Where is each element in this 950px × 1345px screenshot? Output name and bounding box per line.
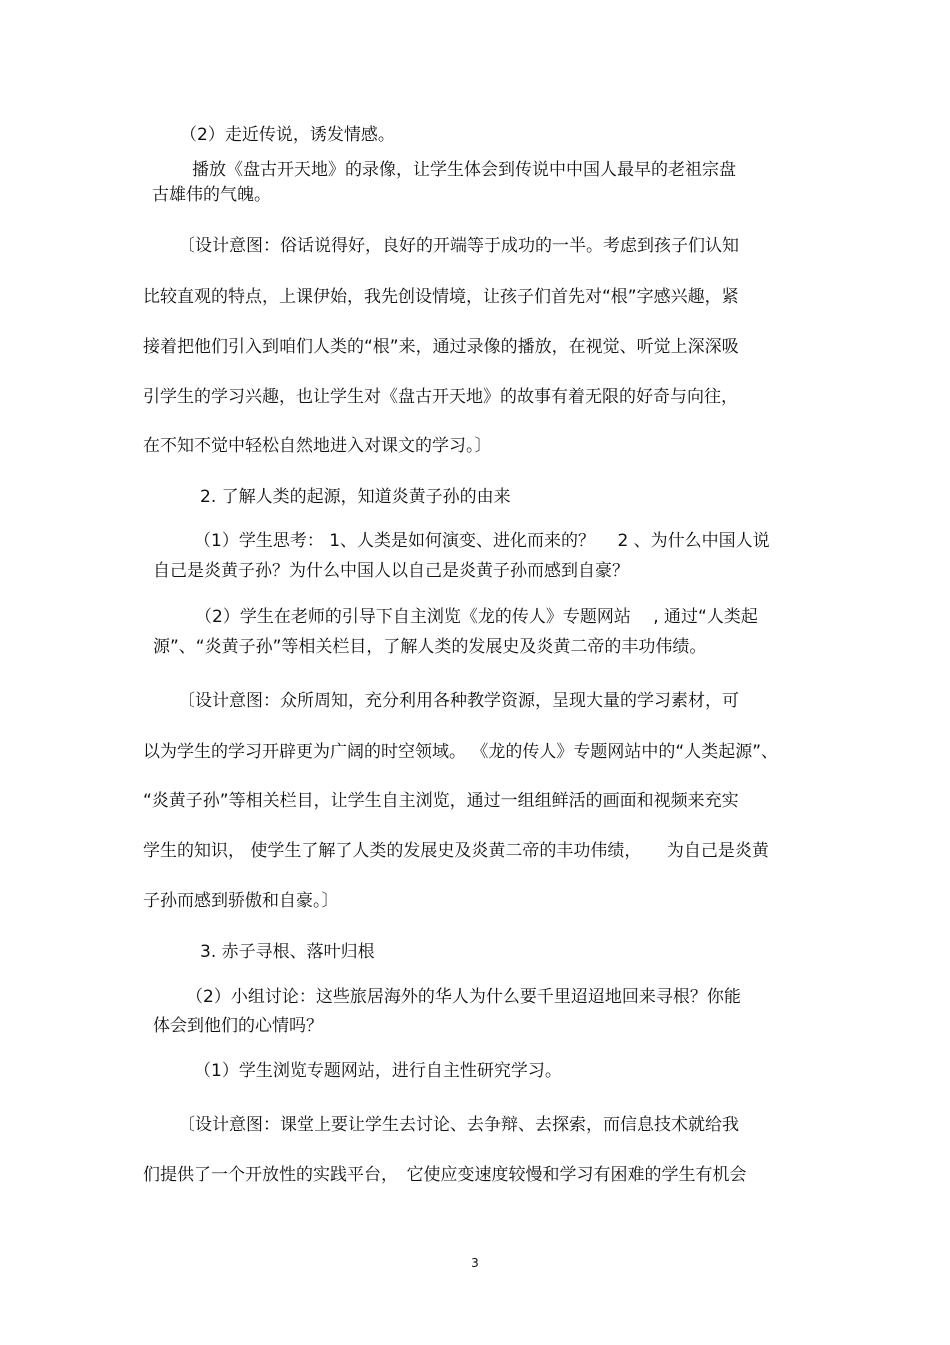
section-heading-2: 2. 了解人类的起源，知道炎黄子孙的由来 <box>200 487 511 507</box>
page-number: 3 <box>471 1256 479 1270</box>
text-line-3: 古雄伟的气魄。 <box>152 185 271 205</box>
text-line-4: 〔设计意图：俗话说得好，良好的开端等于成功的一半。考虑到孩子们认知 <box>178 236 739 256</box>
text-line-11: 自己是炎黄子孙？为什么中国人以自己是炎黄子孙而感到自豪？ <box>153 561 629 581</box>
text-line-23: 〔设计意图：课堂上要让学生去讨论、去争辩、去探索，而信息技术就给我 <box>178 1115 739 1135</box>
text-line-8: 在不知不觉中轻松自然地进入对课文的学习。〕 <box>143 436 492 456</box>
text-line-22: （1）学生浏览专题网站，进行自主性研究学习。 <box>194 1061 562 1081</box>
text-line-21: 体会到他们的心情吗？ <box>153 1016 323 1036</box>
text-line-2: 播放《盘古开天地》的录像，让学生体会到传说中中国人最早的老祖宗盘 <box>192 160 736 180</box>
text-line-14: 〔设计意图：众所周知，充分利用各种教学资源，呈现大量的学习素材，可 <box>178 691 739 711</box>
section-heading-3: 3. 赤子寻根、落叶归根 <box>200 942 375 962</box>
text-line-6: 接着把他们引入到咱们人类的“根”来，通过录像的播放，在视觉、听觉上深深吸 <box>143 337 739 357</box>
text-line-17: 学生的知识， 使学生了解了人类的发展史及炎黄二帝的丰功伟绩， 为自己是炎黄 <box>143 841 769 861</box>
text-line-10: （1）学生思考： 1、人类是如何演变、进化而来的？ 2 、为什么中国人说 <box>194 531 770 551</box>
text-line-5: 比较直观的特点，上课伊始，我先创设情境，让孩子们首先对“根”字感兴趣，紧 <box>143 287 739 307</box>
text-line-16: “炎黄子孙”等相关栏目，让学生自主浏览，通过一组组鲜活的画面和视频来充实 <box>143 791 739 811</box>
text-line-7: 引学生的学习兴趣，也让学生对《盘古开天地》的故事有着无限的好奇与向往， <box>143 387 738 407</box>
text-line-20: （2）小组讨论：这些旅居海外的华人为什么要千里迢迢地回来寻根？你能 <box>186 987 741 1007</box>
text-line-15: 以为学生的学习开辟更为广阔的时空领域。 《龙的传人》专题网站中的“人类起源”、 <box>143 742 779 762</box>
text-line-18: 子孙而感到骄傲和自豪。〕 <box>143 891 339 911</box>
text-line-24: 们提供了一个开放性的实践平台， 它使应变速度较慢和学习有困难的学生有机会 <box>143 1165 747 1185</box>
text-line-12: （2）学生在老师的引导下自主浏览《龙的传人》专题网站 , 通过“人类起 <box>195 607 758 627</box>
text-line-13: 源”、“炎黄子孙”等相关栏目，了解人类的发展史及炎黄二帝的丰功伟绩。 <box>153 637 707 657</box>
text-line-1: （2）走近传说，诱发情感。 <box>180 125 395 145</box>
